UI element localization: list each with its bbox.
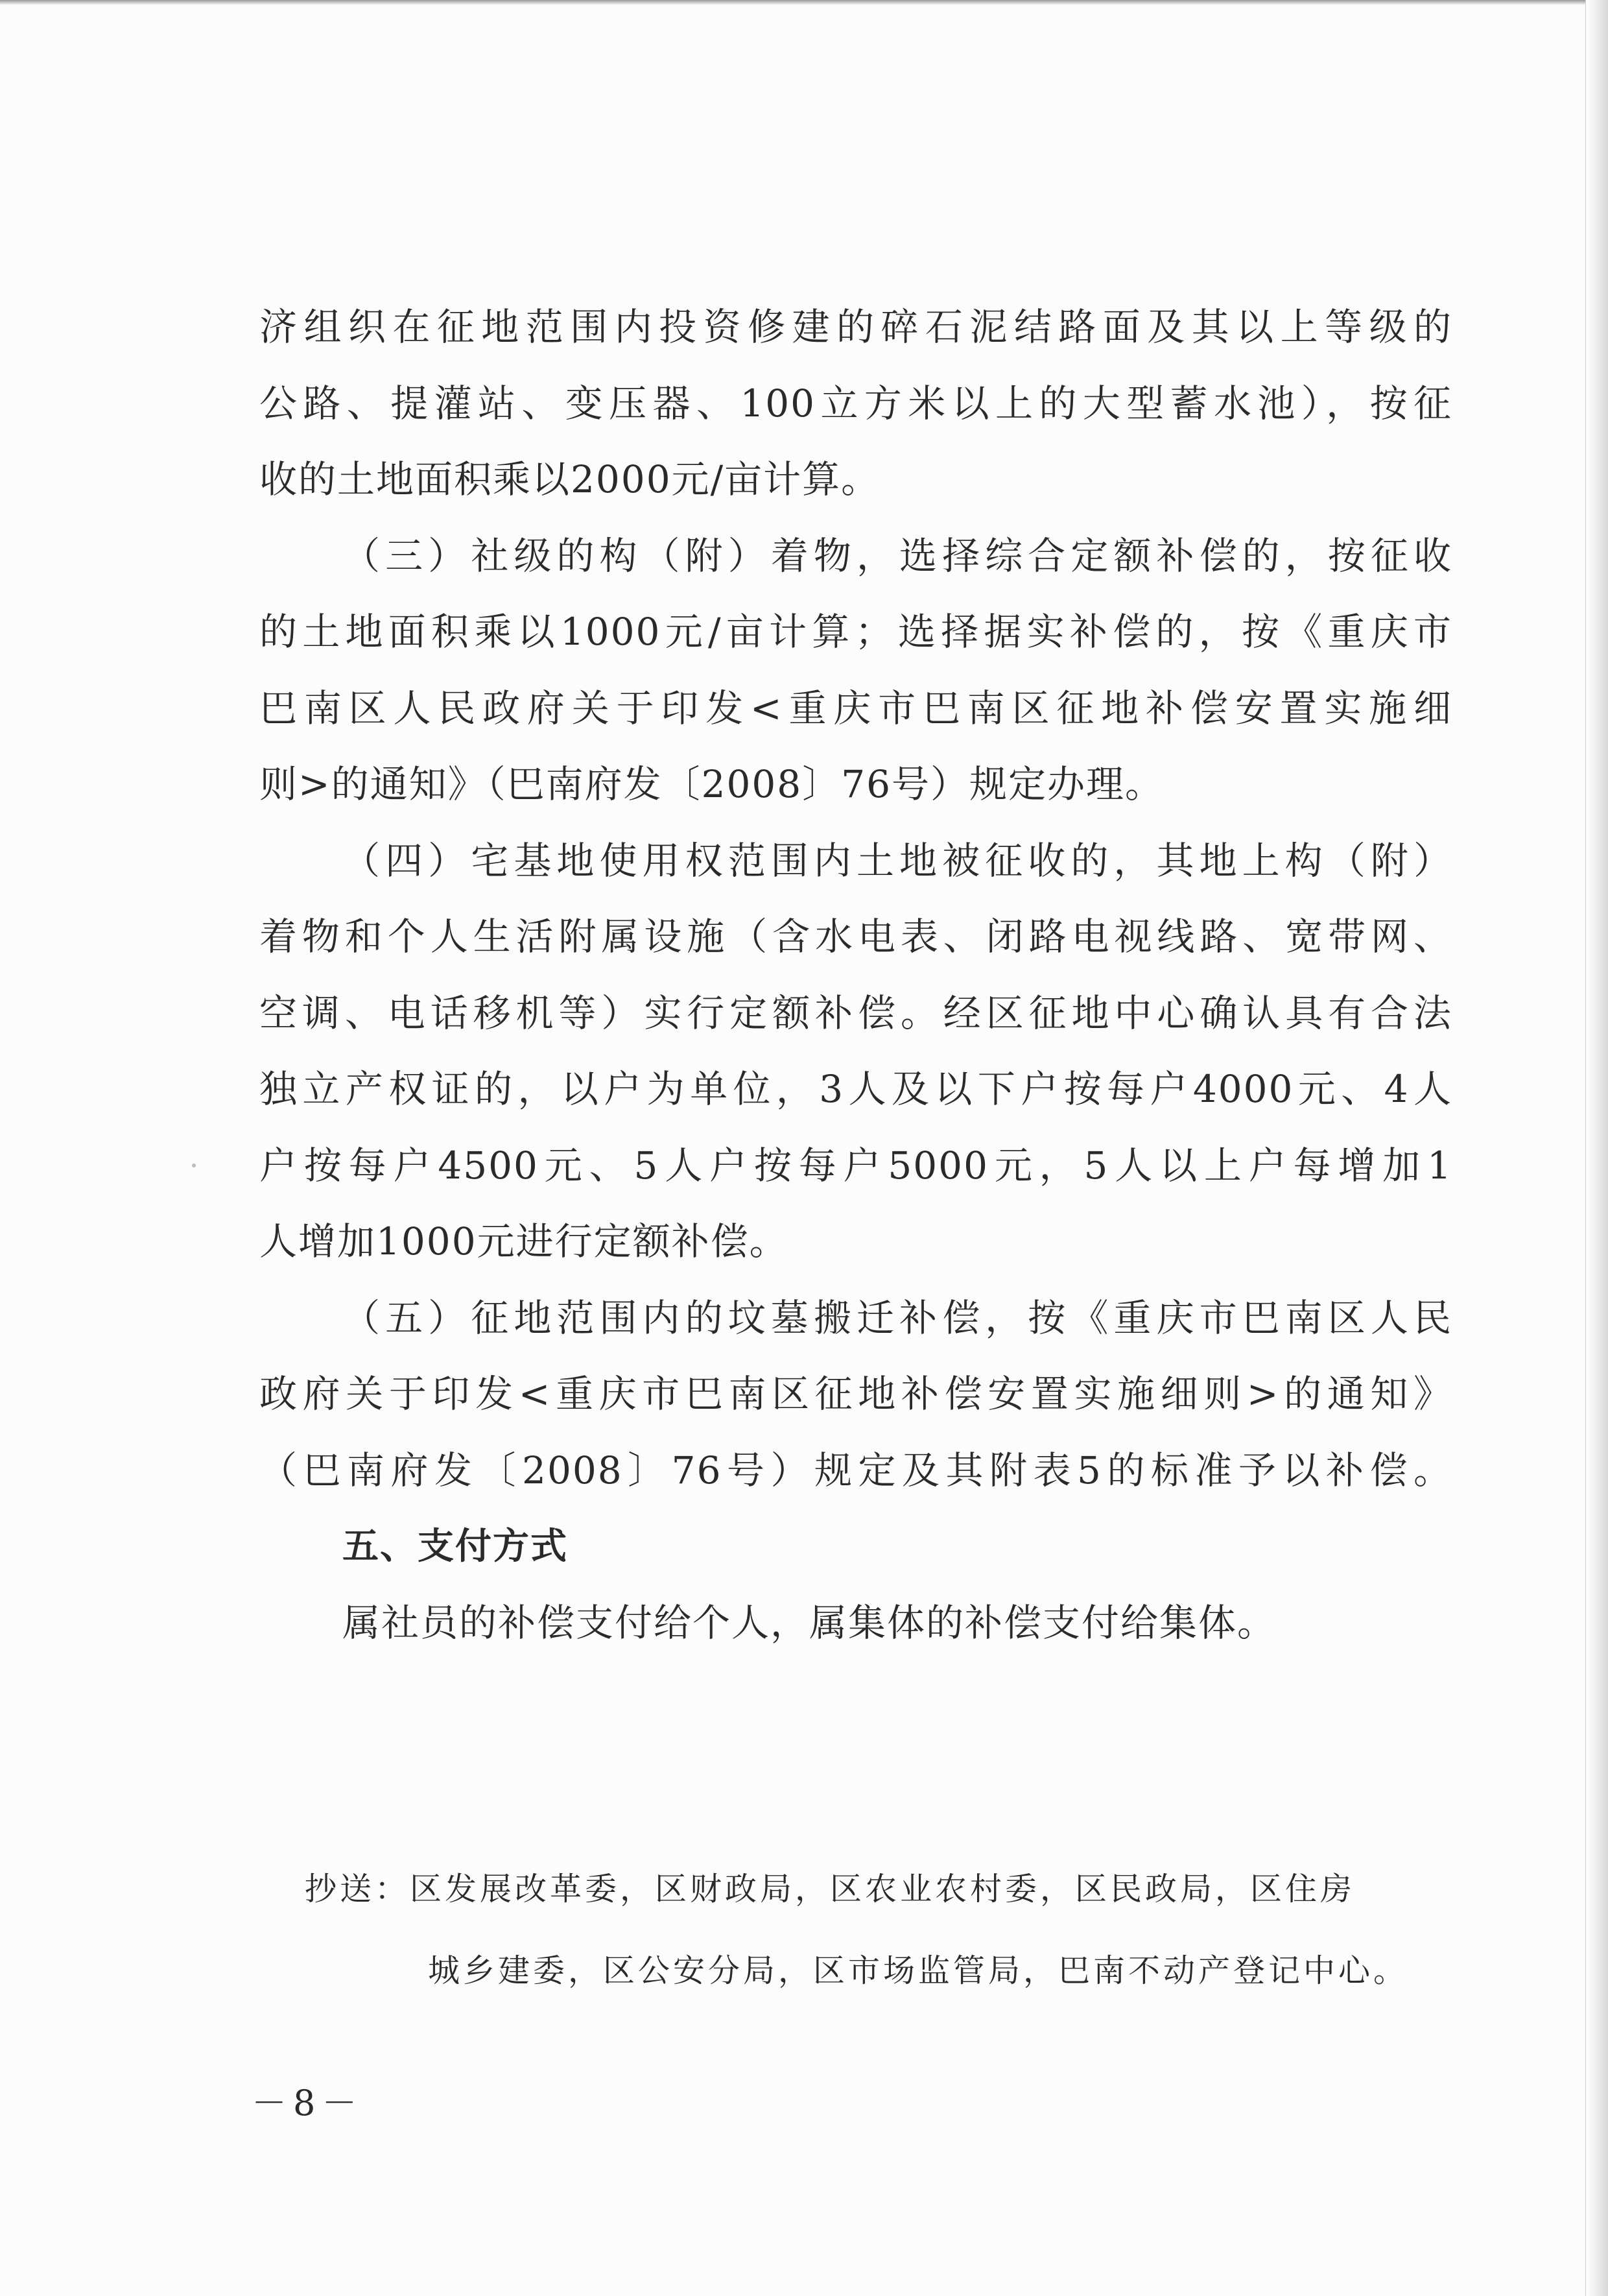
text-line: （巴南府发〔2008〕76号）规定及其附表5的标准予以补偿。 xyxy=(259,1448,1452,1492)
text-line: （四）宅基地使用权范围内土地被征收的，其地上构（附） xyxy=(342,838,1452,883)
body-text xyxy=(259,289,1452,1661)
text-line: 的土地面积乘以1000元/亩计算；选择据实补偿的，按《重庆市 xyxy=(259,610,1452,654)
text-line: 济组织在征地范围内投资修建的碎石泥结路面及其以上等级的 xyxy=(259,305,1452,349)
scan-right-edge xyxy=(1585,0,1608,2296)
page-number: －8－ xyxy=(252,2083,364,2123)
text-line: 人增加1000元进行定额补偿。 xyxy=(259,1219,788,1263)
text-line: 空调、电话移机等）实行定额补偿。经区征地中心确认具有合法 xyxy=(259,990,1452,1035)
cc-line: 城乡建委，区公安分局，区市场监管局，巴南不动产登记中心。 xyxy=(428,1952,1409,1989)
paragraph-item-5 xyxy=(259,1280,1452,1509)
text-line: 独立产权证的，以户为单位，3人及以下户按每户4000元、4人 xyxy=(259,1067,1452,1111)
paragraph-item-4 xyxy=(259,823,1452,1280)
text-line: 着物和个人生活附属设施（含水电表、闭路电视线路、宽带网、 xyxy=(259,915,1452,959)
text-line: 政府关于印发<重庆市巴南区征地补偿安置实施细则>的通知》 xyxy=(259,1372,1452,1416)
cc-line: 抄送：区发展改革委，区财政局，区农业农村委，区民政局，区住房 xyxy=(305,1871,1356,1907)
scan-top-edge xyxy=(0,0,1608,5)
text-line: 户按每户4500元、5人户按每户5000元，5人以上户每增加1 xyxy=(259,1143,1452,1188)
text-line: （三）社级的构（附）着物，选择综合定额补偿的，按征收 xyxy=(342,533,1452,578)
section-heading: 五、支付方式 xyxy=(342,1525,568,1568)
text-line: （五）征地范围内的坟墓搬迁补偿，按《重庆市巴南区人民 xyxy=(342,1295,1452,1340)
section-text: 属社员的补偿支付给个人，属集体的补偿支付给集体。 xyxy=(342,1600,1277,1645)
paragraph-item-3 xyxy=(259,518,1452,823)
text-line: 公路、提灌站、变压器、100立方米以上的大型蓄水池），按征 xyxy=(259,381,1452,425)
text-line: 收的土地面积乘以2000元/亩计算。 xyxy=(259,457,881,501)
cc-list xyxy=(305,1848,1446,2012)
text-line: 则>的通知》（巴南府发〔2008〕76号）规定办理。 xyxy=(259,762,1165,806)
paragraph-continuation xyxy=(259,289,1452,518)
scan-speck xyxy=(192,1164,196,1167)
text-line: 巴南区人民政府关于印发<重庆市巴南区征地补偿安置实施细 xyxy=(259,686,1452,730)
